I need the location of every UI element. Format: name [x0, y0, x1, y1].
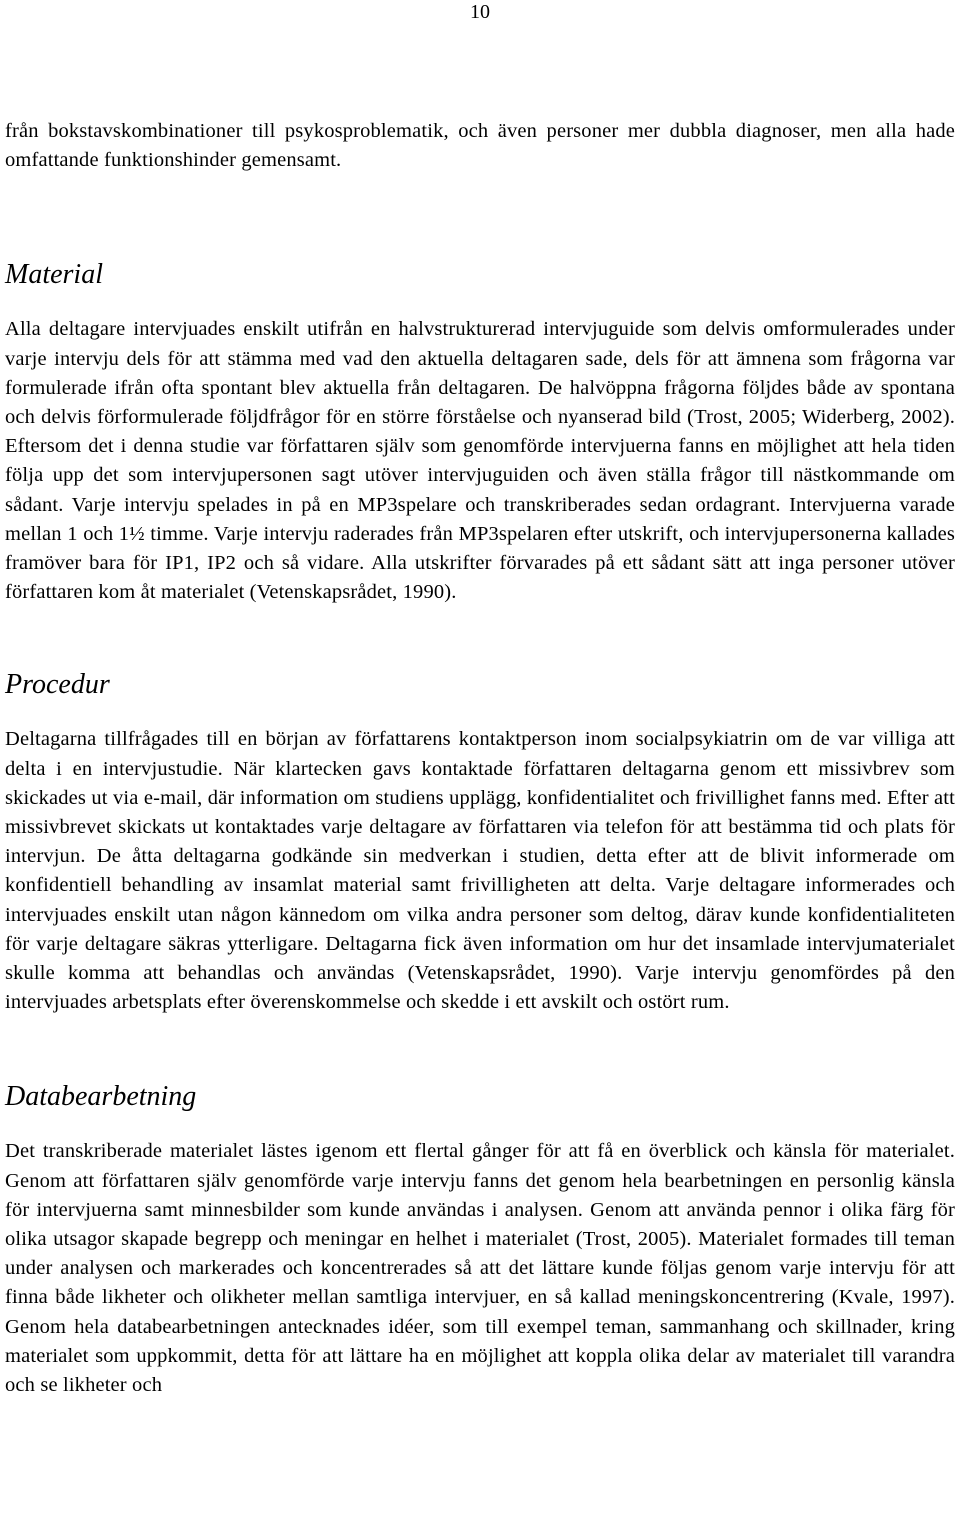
section-heading-databearbetning: Databearbetning [5, 1081, 197, 1113]
section-heading-procedur: Procedur [5, 669, 110, 701]
document-body [5, 117, 955, 1400]
intro-paragraph: från bokstavskombinationer till psykosproblematik, och även personer mer dubbla diagnoser, men alla hade omfattande funktionshinder gemensamt. [5, 120, 955, 172]
databearbetning-paragraph: Det transkriberade materialet lästes igenom ett flertal gånger för att få en överblick och känsla för materialet. Genom att författaren själv genomförde varje intervju fanns det genom hela bearbetningen en personlig känsla för intervjuerna samt minnesbilder som kunde användas i analysen. Genom att använda pennor i olika färg för olika utsagor skapade begrepp och meningar en helhet i materialet (Trost, 2005). Materialet formades till teman under analysen och markerades och koncentrerades så att det lättare kunde följas genom varje intervju för att finna både likheter och olikheter mellan samtliga intervjuer, en så kallad meningskoncentrering (Kvale, 1997). Genom hela databearbetningen antecknades idéer, som till exempel teman, sammanhang och skillnader, kring materialet som uppkommit, detta för att lättare ha en möjlighet att koppla olika delar av materialet till varandra och se likheter och [5, 1140, 955, 1397]
material-paragraph: Alla deltagare intervjuades enskilt utifrån en halvstrukturerad intervjuguide som delvis omformulerades under varje intervju dels för att stämma med vad den aktuella deltagaren sade, dels för att ämnena som frågorna var formulerade ifrån ofta spontant blev aktuella från deltagaren. De halvöppna frågorna följdes både av spontana och delvis förformulerade följdfrågor för en större förståelse och nyanserad bild (Trost, 2005; Widerberg, 2002). Eftersom det i denna studie var författaren själv som genomförde intervjuerna fanns en möjlighet att hela tiden följa upp det som intervjupersonen sagt utöver intervjuguiden och även ställa frågor till nästkommande om sådant. Varje intervju spelades in på en MP3spelare och transkriberades sedan ordagrant. Intervjuerna varade mellan 1 och 1½ timme. Varje intervju raderades från MP3spelaren efter utskrift, och intervjupersonerna kallades framöver bara för IP1, IP2 och så vidare. Alla utskrifter förvarades på ett sådant sätt att inga personer utöver författaren kom åt materialet (Vetenskapsrådet, 1990). [5, 318, 955, 604]
page-number: 10 [470, 1, 490, 23]
procedur-paragraph: Deltagarna tillfrågades till en början av författarens kontaktperson inom socialpsykiatrin om de var villiga att delta i en intervjustudie. När klartecken gavs kontaktade författaren deltagarna genom ett missivbrev som skickades ut via e-mail, där information om studiens upplägg, konfidentialitet och frivillighet fanns med. Efter att missivbrevet skickats ut kontaktades varje deltagare av författaren via telefon för att bestämma tid och plats för intervjun. De åtta deltagarna godkände sin medverkan i studien, detta efter att de blivit informerade om konfidentiell behandling av insamlat material samt frivilligheten att delta. Varje deltagare informerades och intervjuades enskilt utan någon kännedom om vilka andra personer som deltog, därav kunde konfidentialiteten för varje deltagare säkras ytterligare. Deltagarna fick även information om hur det insamlade intervjumaterialet skulle komma att behandlas och användas (Vetenskapsrådet, 1990). Varje intervju genomfördes på den intervjuades arbetsplats efter överenskommelse och skedde i ett avskilt och ostört rum. [5, 728, 955, 1014]
section-heading-material: Material [5, 259, 103, 291]
